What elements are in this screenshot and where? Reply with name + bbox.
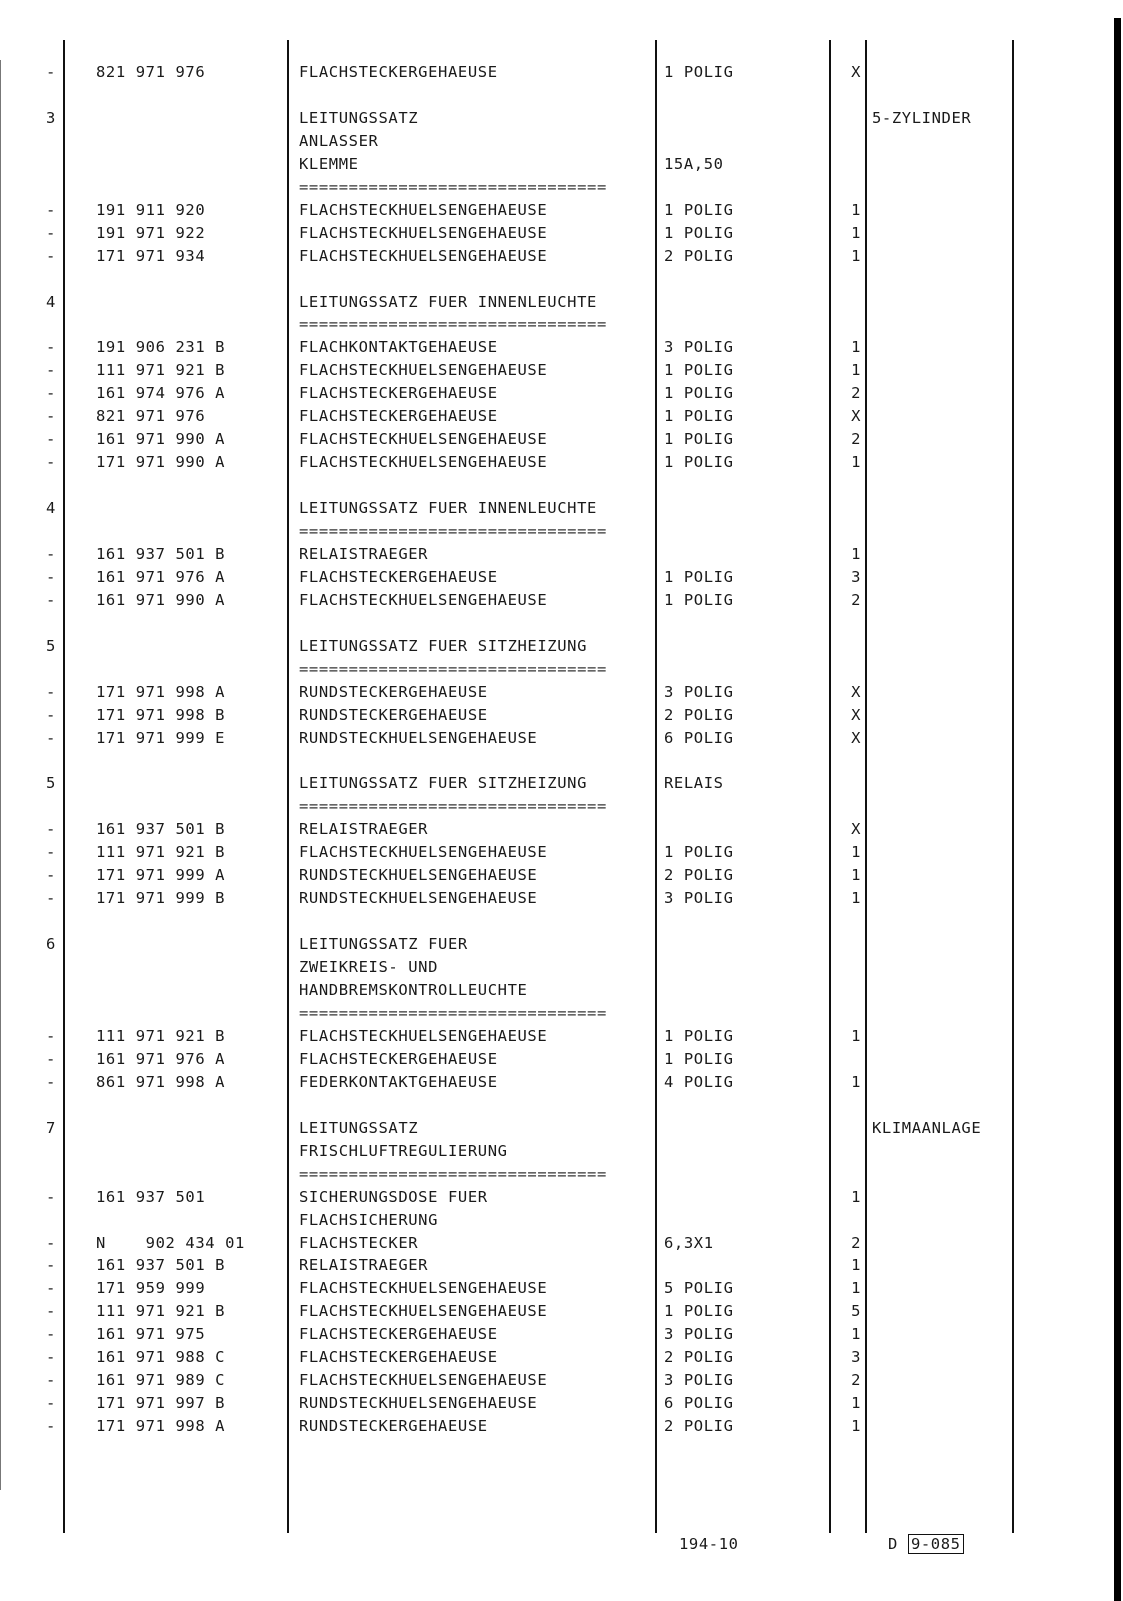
table-row (0, 1254, 1100, 1277)
cell-spec: 1 POLIG (664, 590, 734, 609)
cell-desc: FLACHSTECKERGEHAEUSE (299, 63, 498, 81)
table-row (0, 1232, 1100, 1255)
cell-part: 191 971 922 (96, 223, 206, 242)
cell-qty: 1 (851, 1325, 861, 1344)
cell-pos: - (46, 1394, 56, 1413)
cell-qty: 1 (851, 1072, 861, 1091)
cell-desc: FLACHSTECKHUELSENGEHAEUSE (299, 430, 548, 449)
cell-qty: 1 (851, 843, 861, 862)
table-row (0, 864, 1100, 887)
cell-spec: 1 POLIG (664, 430, 734, 449)
cell-desc: RUNDSTECKERGEHAEUSE (299, 682, 488, 701)
cell-desc: FLACHSTECKERGEHAEUSE (299, 1049, 498, 1068)
cell-desc: =============================== (299, 659, 607, 678)
cell-spec: 5 POLIG (664, 1279, 734, 1298)
cell-qty: 3 (851, 567, 861, 586)
cell-qty: 1 (851, 361, 861, 380)
table-row (0, 84, 1100, 107)
cell-desc: FLACHSTECKHUELSENGEHAEUSE (299, 453, 548, 472)
cell-desc: RELAISTRAEGER (299, 1256, 429, 1275)
cell-desc: RUNDSTECKHUELSENGEHAEUSE (299, 889, 538, 908)
cell-qty: 1 (851, 453, 861, 472)
cell-part: 161 937 501 B (96, 545, 226, 563)
table-row (0, 589, 1100, 612)
cell-desc: =============================== (299, 1003, 607, 1022)
cell-pos: - (46, 1279, 56, 1298)
cell-part: 171 971 999 B (96, 889, 226, 908)
cell-qty: 5 (851, 1302, 861, 1321)
table-row (0, 474, 1100, 497)
cell-pos: 5 (46, 636, 56, 655)
cell-qty: 2 (851, 1233, 861, 1252)
cell-desc: LEITUNGSSATZ FUER SITZHEIZUNG (299, 774, 588, 793)
cell-qty: X (851, 682, 861, 701)
table-row (0, 382, 1100, 405)
cell-qty: 1 (851, 223, 861, 242)
code-ref-box: 9-085 (908, 1534, 964, 1554)
table-row (0, 956, 1100, 979)
cell-spec: 3 POLIG (664, 1325, 734, 1344)
cell-part: 161 937 501 B (96, 1256, 226, 1275)
table-row (0, 841, 1100, 864)
cell-pos: - (46, 1072, 56, 1091)
cell-spec: 1 POLIG (664, 63, 734, 81)
cell-desc: FRISCHLUFTREGULIERUNG (299, 1141, 508, 1160)
cell-part: 171 971 990 A (96, 453, 226, 472)
cell-spec: 3 POLIG (664, 1371, 734, 1390)
cell-desc: FLACHSTECKER (299, 1233, 419, 1252)
cell-desc: RUNDSTECKERGEHAEUSE (299, 705, 488, 724)
cell-pos: - (46, 1417, 56, 1435)
cell-spec: 2 POLIG (664, 866, 734, 885)
cell-qty: X (851, 705, 861, 724)
cell-spec: 3 POLIG (664, 682, 734, 701)
cell-qty: X (851, 63, 861, 81)
table-row (0, 543, 1100, 566)
cell-qty: 1 (851, 200, 861, 219)
cell-qty: 2 (851, 590, 861, 609)
cell-part: 111 971 921 B (96, 1302, 226, 1321)
cell-desc: =============================== (299, 522, 607, 540)
table-row (0, 222, 1100, 245)
cell-desc: =============================== (299, 1164, 607, 1183)
cell-desc: FLACHSTECKERGEHAEUSE (299, 384, 498, 403)
table-row (0, 245, 1100, 268)
table-row (0, 750, 1100, 773)
cell-spec: 6,3X1 (664, 1233, 714, 1252)
cell-part: 161 971 990 A (96, 590, 226, 609)
cell-part: 111 971 921 B (96, 1026, 226, 1045)
cell-qty: 1 (851, 866, 861, 885)
cell-part: N 902 434 01 (96, 1233, 245, 1252)
cell-part: 821 971 976 (96, 63, 206, 81)
table-row (0, 612, 1100, 635)
cell-qty: 1 (851, 338, 861, 357)
cell-desc: FLACHSTECKHUELSENGEHAEUSE (299, 1279, 548, 1298)
cell-pos: - (46, 1026, 56, 1045)
cell-pos: 4 (46, 499, 56, 518)
cell-part: 161 971 990 A (96, 430, 226, 449)
cell-part: 171 971 997 B (96, 1394, 226, 1413)
page-number: 194-10 (679, 1535, 739, 1553)
cell-spec: 2 POLIG (664, 246, 734, 265)
cell-pos: 7 (46, 1118, 56, 1137)
cell-desc: LEITUNGSSATZ FUER (299, 935, 468, 954)
table-row (0, 520, 1100, 543)
cell-part: 171 971 999 A (96, 866, 226, 885)
table-row (0, 795, 1100, 818)
cell-spec: 2 POLIG (664, 1348, 734, 1367)
cell-pos: - (46, 1371, 56, 1390)
cell-spec: RELAIS (664, 774, 724, 793)
table-row (0, 1392, 1100, 1415)
table-row (0, 681, 1100, 704)
cell-pos: - (46, 430, 56, 449)
cell-part: 161 971 975 (96, 1325, 206, 1344)
table-row (0, 1117, 1100, 1140)
cell-part: 171 971 999 E (96, 728, 226, 747)
table-row (0, 428, 1100, 451)
table-row (0, 1277, 1100, 1300)
cell-spec: 1 POLIG (664, 1302, 734, 1321)
cell-desc: FLACHSTECKHUELSENGEHAEUSE (299, 361, 548, 380)
table-row (0, 497, 1100, 520)
table-row (0, 1415, 1100, 1438)
cell-desc: RUNDSTECKERGEHAEUSE (299, 1417, 488, 1435)
cell-spec: 1 POLIG (664, 361, 734, 380)
cell-part: 191 906 231 B (96, 338, 226, 357)
cell-qty: 1 (851, 545, 861, 563)
cell-desc: FLACHSTECKHUELSENGEHAEUSE (299, 843, 548, 862)
cell-part: 161 971 988 C (96, 1348, 226, 1367)
cell-spec: 2 POLIG (664, 705, 734, 724)
cell-spec: 6 POLIG (664, 1394, 734, 1413)
cell-pos: - (46, 384, 56, 403)
cell-desc: ZWEIKREIS- UND (299, 958, 439, 976)
cell-spec: 2 POLIG (664, 1417, 734, 1435)
cell-desc: =============================== (299, 177, 607, 196)
cell-pos: 4 (46, 292, 56, 311)
cell-spec: 1 POLIG (664, 200, 734, 219)
cell-pos: - (46, 728, 56, 747)
cell-qty: X (851, 820, 861, 839)
cell-pos: - (46, 705, 56, 724)
table-row (0, 1002, 1100, 1025)
cell-spec: 1 POLIG (664, 223, 734, 242)
table-row (0, 772, 1100, 795)
table-row (0, 268, 1100, 291)
cell-part: 861 971 998 A (96, 1072, 226, 1091)
table-row (0, 1186, 1100, 1209)
cell-pos: - (46, 453, 56, 472)
table-row (0, 199, 1100, 222)
cell-part: 161 971 976 A (96, 1049, 226, 1068)
table-row (0, 359, 1100, 382)
table-row (0, 405, 1100, 428)
cell-part: 161 971 989 C (96, 1371, 226, 1390)
table-row (0, 336, 1100, 359)
table-row (0, 313, 1100, 336)
table-row (0, 635, 1100, 658)
cell-desc: LEITUNGSSATZ (299, 1118, 419, 1137)
table-row (0, 1369, 1100, 1392)
cell-part: 171 959 999 (96, 1279, 206, 1298)
cell-pos: - (46, 1302, 56, 1321)
cell-desc: LEITUNGSSATZ FUER INNENLEUCHTE (299, 499, 597, 518)
table-row (0, 818, 1100, 841)
cell-pos: - (46, 567, 56, 586)
cell-part: 111 971 921 B (96, 843, 226, 862)
cell-part: 171 971 934 (96, 246, 206, 265)
table-row (0, 1094, 1100, 1117)
cell-spec: 4 POLIG (664, 1072, 734, 1091)
cell-pos: - (46, 1233, 56, 1252)
cell-pos: - (46, 1325, 56, 1344)
document-code (888, 1532, 964, 1556)
cell-desc: RELAISTRAEGER (299, 820, 429, 839)
cell-pos: - (46, 1049, 56, 1068)
cell-pos: - (46, 1187, 56, 1206)
cell-spec: 3 POLIG (664, 889, 734, 908)
right-scan-edge (1114, 18, 1121, 1601)
cell-desc: RELAISTRAEGER (299, 545, 429, 563)
cell-part: 171 971 998 A (96, 1417, 226, 1435)
table-row (0, 1209, 1100, 1232)
cell-qty: 1 (851, 1279, 861, 1298)
table-row (0, 61, 1100, 84)
table-row (0, 176, 1100, 199)
cell-desc: RUNDSTECKHUELSENGEHAEUSE (299, 728, 538, 747)
cell-spec: 3 POLIG (664, 338, 734, 357)
cell-desc: FLACHSTECKHUELSENGEHAEUSE (299, 590, 548, 609)
cell-desc: SICHERUNGSDOSE FUER (299, 1187, 488, 1206)
cell-qty: 1 (851, 889, 861, 908)
cell-desc: LEITUNGSSATZ FUER INNENLEUCHTE (299, 292, 597, 311)
cell-pos: - (46, 1348, 56, 1367)
table-row (0, 1323, 1100, 1346)
cell-qty: X (851, 407, 861, 426)
table-row (0, 107, 1100, 130)
cell-part: 161 974 976 A (96, 384, 226, 403)
cell-spec: 1 POLIG (664, 843, 734, 862)
cell-desc: ANLASSER (299, 131, 379, 150)
cell-spec: 1 POLIG (664, 384, 734, 403)
cell-pos: - (46, 1256, 56, 1275)
table-row (0, 291, 1100, 314)
cell-rem: KLIMAANLAGE (872, 1118, 982, 1137)
cell-pos: - (46, 866, 56, 885)
table-row (0, 727, 1100, 750)
table-row (0, 1300, 1100, 1323)
cell-desc: FLACHKONTAKTGEHAEUSE (299, 338, 498, 357)
cell-desc: =============================== (299, 315, 607, 334)
cell-qty: 1 (851, 1256, 861, 1275)
table-row (0, 933, 1100, 956)
cell-desc: FLACHSTECKHUELSENGEHAEUSE (299, 1026, 548, 1045)
cell-qty: 1 (851, 1417, 861, 1435)
cell-pos: - (46, 545, 56, 563)
cell-part: 161 971 976 A (96, 567, 226, 586)
table-row (0, 451, 1100, 474)
table-row (0, 979, 1100, 1002)
cell-pos: - (46, 820, 56, 839)
cell-spec: 6 POLIG (664, 728, 734, 747)
cell-part: 191 911 920 (96, 200, 206, 219)
cell-desc: RUNDSTECKHUELSENGEHAEUSE (299, 866, 538, 885)
cell-qty: 2 (851, 1371, 861, 1390)
table-row (0, 887, 1100, 910)
cell-desc: FEDERKONTAKTGEHAEUSE (299, 1072, 498, 1091)
cell-desc: RUNDSTECKHUELSENGEHAEUSE (299, 1394, 538, 1413)
table-row (0, 1140, 1100, 1163)
cell-pos: 5 (46, 774, 56, 793)
cell-pos: - (46, 200, 56, 219)
cell-desc: FLACHSTECKERGEHAEUSE (299, 407, 498, 426)
cell-pos: 3 (46, 108, 56, 127)
cell-spec: 15A,50 (664, 154, 724, 173)
table-row (0, 566, 1100, 589)
table-row (0, 130, 1100, 153)
table-row (0, 1025, 1100, 1048)
cell-spec: 1 POLIG (664, 407, 734, 426)
cell-part: 161 937 501 B (96, 820, 226, 839)
cell-desc: FLACHSICHERUNG (299, 1210, 439, 1229)
code-prefix: D (888, 1535, 898, 1553)
cell-pos: - (46, 590, 56, 609)
cell-qty: 1 (851, 1394, 861, 1413)
cell-qty: 2 (851, 430, 861, 449)
cell-qty: 3 (851, 1348, 861, 1367)
cell-qty: 1 (851, 1026, 861, 1045)
cell-part: 171 971 998 B (96, 705, 226, 724)
cell-part: 171 971 998 A (96, 682, 226, 701)
cell-desc: FLACHSTECKERGEHAEUSE (299, 1325, 498, 1344)
table-row (0, 1346, 1100, 1369)
cell-part: 821 971 976 (96, 407, 206, 426)
cell-pos: - (46, 223, 56, 242)
table-row (0, 910, 1100, 933)
cell-pos: 6 (46, 935, 56, 954)
cell-desc: KLEMME (299, 154, 359, 173)
cell-desc: FLACHSTECKHUELSENGEHAEUSE (299, 223, 548, 242)
table-row (0, 1163, 1100, 1186)
table-row (0, 658, 1100, 681)
cell-desc: LEITUNGSSATZ FUER SITZHEIZUNG (299, 636, 588, 655)
cell-pos: - (46, 63, 56, 81)
cell-part: 111 971 921 B (96, 361, 226, 380)
cell-rem: 5-ZYLINDER (872, 108, 972, 127)
cell-qty: X (851, 728, 861, 747)
cell-pos: - (46, 338, 56, 357)
table-row (0, 704, 1100, 727)
cell-pos: - (46, 889, 56, 908)
cell-part: 161 937 501 (96, 1187, 206, 1206)
cell-desc: FLACHSTECKERGEHAEUSE (299, 567, 498, 586)
cell-pos: - (46, 361, 56, 380)
cell-qty: 1 (851, 1187, 861, 1206)
cell-desc: HANDBREMSKONTROLLEUCHTE (299, 981, 528, 999)
cell-pos: - (46, 246, 56, 265)
cell-spec: 1 POLIG (664, 567, 734, 586)
cell-pos: - (46, 682, 56, 701)
cell-desc: FLACHSTECKHUELSENGEHAEUSE (299, 200, 548, 219)
cell-desc: FLACHSTECKHUELSENGEHAEUSE (299, 1371, 548, 1390)
cell-spec: 1 POLIG (664, 1026, 734, 1045)
cell-spec: 1 POLIG (664, 453, 734, 472)
table-row (0, 1048, 1100, 1071)
cell-spec: 1 POLIG (664, 1049, 734, 1068)
table-row (0, 1071, 1100, 1094)
cell-pos: - (46, 843, 56, 862)
table-row (0, 153, 1100, 176)
cell-qty: 2 (851, 384, 861, 403)
cell-desc: FLACHSTECKERGEHAEUSE (299, 1348, 498, 1367)
cell-desc: FLACHSTECKHUELSENGEHAEUSE (299, 1302, 548, 1321)
cell-qty: 1 (851, 246, 861, 265)
cell-pos: - (46, 407, 56, 426)
cell-desc: LEITUNGSSATZ (299, 108, 419, 127)
cell-desc: FLACHSTECKHUELSENGEHAEUSE (299, 246, 548, 265)
cell-desc: =============================== (299, 797, 607, 816)
